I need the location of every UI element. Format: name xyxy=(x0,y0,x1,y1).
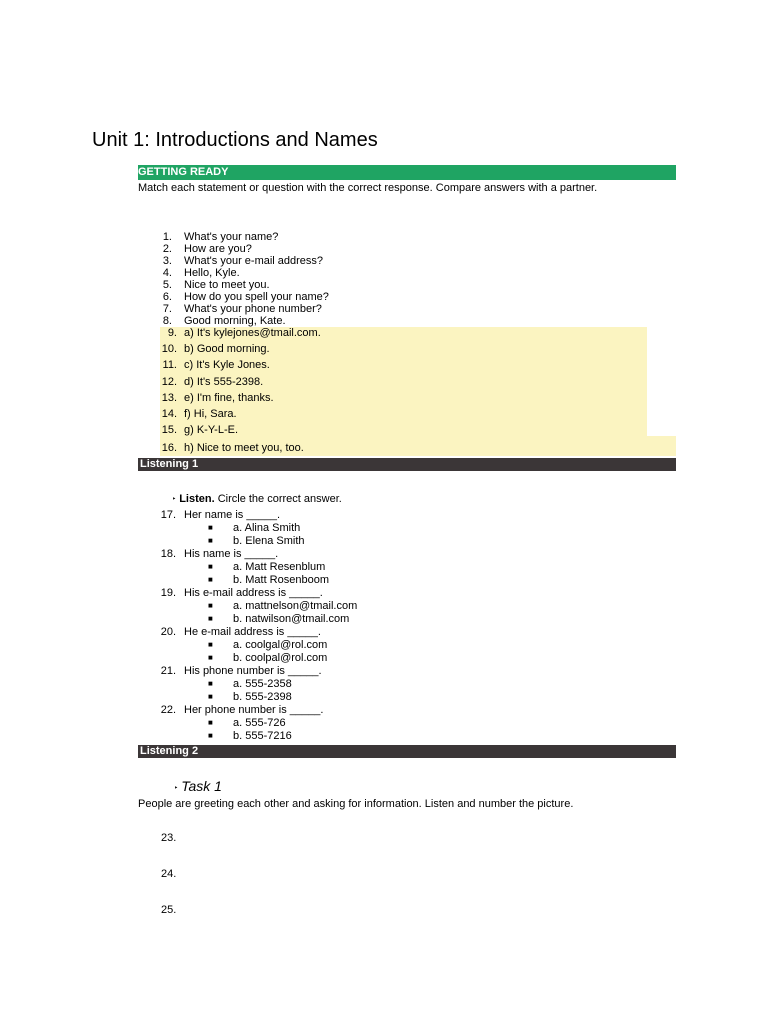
square-bullet-icon: ■ xyxy=(208,653,213,662)
square-bullet-icon: ■ xyxy=(208,692,213,701)
listening-2-heading: Listening 2 xyxy=(140,745,199,757)
square-bullet-icon: ■ xyxy=(208,731,213,740)
square-bullet-icon: ■ xyxy=(208,718,213,727)
number-label: 25. xyxy=(161,904,177,916)
number-label: 23. xyxy=(161,832,177,844)
square-bullet-icon: ■ xyxy=(208,562,213,571)
listening-2-instruction: People are greeting each other and asking for information. Listen and number the picture. xyxy=(138,798,574,810)
arrow-icon: ‣ xyxy=(172,496,177,503)
arrow-icon: ‣ xyxy=(174,785,179,792)
getting-ready-instruction: Match each statement or question with the correct response. Compare answers with a partner. xyxy=(138,182,598,194)
square-bullet-icon: ■ xyxy=(208,536,213,545)
square-bullet-icon: ■ xyxy=(208,601,213,610)
task-heading xyxy=(174,778,222,797)
listen-bold: Listen. xyxy=(179,493,215,505)
listening-1-heading: Listening 1 xyxy=(140,458,199,470)
square-bullet-icon: ■ xyxy=(208,640,213,649)
listen-instruction xyxy=(172,493,342,506)
getting-ready-heading: GETTING READY xyxy=(138,166,229,178)
square-bullet-icon: ■ xyxy=(208,575,213,584)
listening-2-header xyxy=(138,745,676,758)
listening-1-header xyxy=(138,458,676,471)
square-bullet-icon: ■ xyxy=(208,523,213,532)
listen-text: Circle the correct answer. xyxy=(214,493,342,505)
task-title: Task 1 xyxy=(181,778,222,794)
getting-ready-header xyxy=(138,165,676,180)
number-label: 24. xyxy=(161,868,177,880)
page-title: Unit 1: Introductions and Names xyxy=(92,129,378,151)
square-bullet-icon: ■ xyxy=(208,614,213,623)
square-bullet-icon: ■ xyxy=(208,679,213,688)
section-bullet: • xyxy=(114,167,118,179)
